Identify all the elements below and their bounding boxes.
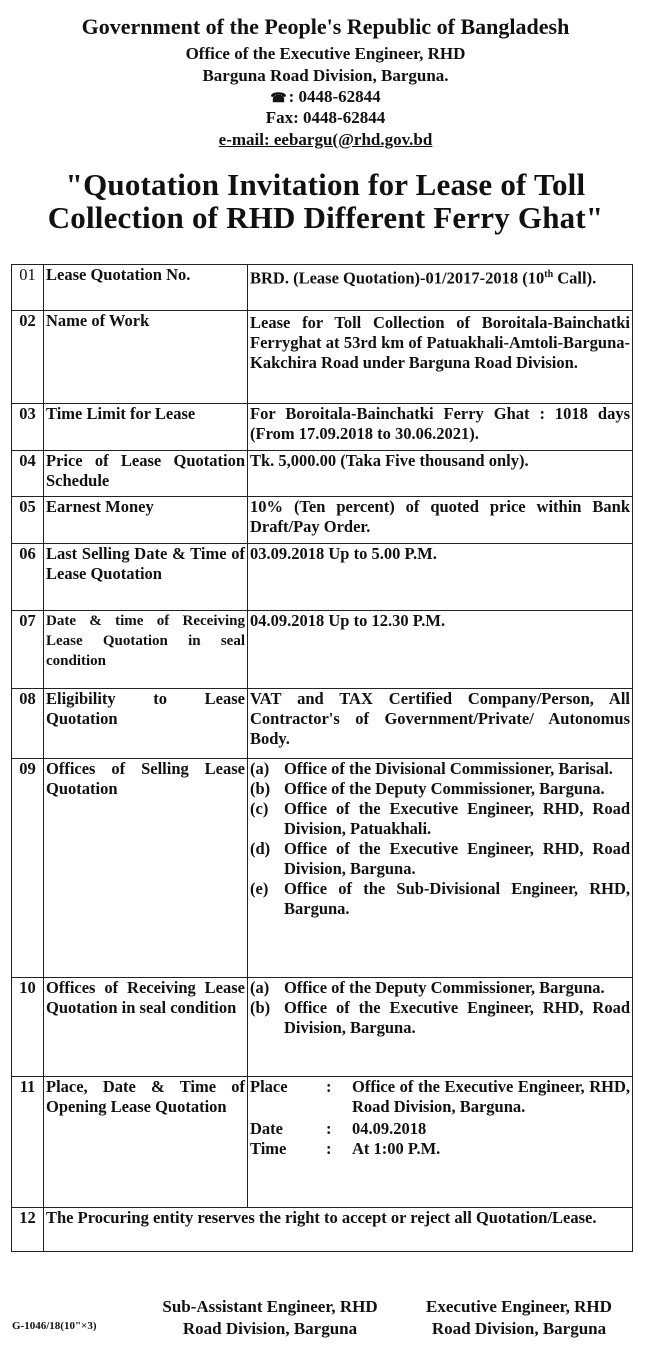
- signature-executive: [400, 1296, 638, 1340]
- time-value: At 1:00 P.M.: [352, 1139, 441, 1158]
- list-item: [250, 759, 630, 779]
- item-text: Office of the Deputy Commissioner, Barguna.: [284, 779, 605, 798]
- email-text: e-mail: eebargu(@rhd.gov.bd: [218, 130, 433, 149]
- row-detail: 10% (Ten percent) of quoted price within Bank Draft/Pay Order.: [248, 497, 633, 544]
- row-detail: The Procuring entity reserves the right to accept or reject all Quotation/Lease.: [44, 1208, 633, 1252]
- row-number: 08: [12, 689, 44, 759]
- row-detail: VAT and TAX Certified Company/Person, All Contractor's of Government/Private/ Autonomus Body.: [248, 689, 633, 759]
- govt-code: G-1046/18(10"×3): [12, 1320, 97, 1332]
- row-field: Last Selling Date & Time of Lease Quotation: [44, 544, 248, 611]
- table-row: [12, 265, 633, 311]
- colon: :: [326, 1139, 332, 1158]
- table-row: [12, 311, 633, 404]
- row-field: Earnest Money: [44, 497, 248, 544]
- row-field: Offices of Receiving Lease Quotation in seal condition: [44, 978, 248, 1077]
- opening-time: [250, 1139, 630, 1159]
- row-number: 03: [12, 404, 44, 451]
- row-number: 05: [12, 497, 44, 544]
- row-field: Time Limit for Lease: [44, 404, 248, 451]
- receiving-offices-list: [250, 978, 630, 1038]
- item-letter: (c): [250, 799, 269, 818]
- time-label: Time: [250, 1139, 287, 1158]
- telephone-icon: ☎: [270, 90, 287, 105]
- phone-number: : 0448-62844: [288, 87, 381, 106]
- list-item: [250, 799, 630, 839]
- selling-offices-list: [250, 759, 630, 919]
- row-field: Price of Lease Quotation Schedule: [44, 451, 248, 497]
- row-number: 10: [12, 978, 44, 1077]
- title-line-2: Collection of RHD Different Ferry Ghat": [47, 200, 604, 235]
- place-value: Office of the Executive Engineer, RHD, Road Division, Barguna.: [352, 1077, 630, 1116]
- lease-no-call: Call).: [553, 268, 597, 288]
- item-letter: (e): [250, 879, 269, 898]
- date-value: 04.09.2018: [352, 1119, 427, 1138]
- office-name: Office of the Executive Engineer, RHD: [185, 44, 466, 63]
- row-number: 04: [12, 451, 44, 497]
- row-detail: [248, 978, 633, 1077]
- item-letter: (a): [250, 759, 270, 778]
- row-detail: [248, 759, 633, 978]
- ordinal-suffix: th: [544, 269, 554, 280]
- item-letter: (b): [250, 779, 271, 798]
- list-item: [250, 978, 630, 998]
- lease-no-text: BRD. (Lease Quotation)-01/2017-2018 (10: [250, 268, 545, 288]
- notice-title: [0, 168, 651, 234]
- item-text: Office of the Executive Engineer, RHD, Road Division, Barguna.: [284, 839, 630, 878]
- signatory-office: Road Division, Barguna: [431, 1319, 607, 1338]
- item-letter: (d): [250, 839, 271, 858]
- item-letter: (b): [250, 998, 271, 1017]
- signature-sub-assistant: [140, 1296, 400, 1340]
- row-detail: 04.09.2018 Up to 12.30 P.M.: [248, 611, 633, 689]
- fax-line: Fax: 0448-62844: [265, 108, 386, 127]
- signatory-title: Executive Engineer, RHD: [426, 1297, 612, 1316]
- table-row: [12, 611, 633, 689]
- row-field: Offices of Selling Lease Quotation: [44, 759, 248, 978]
- row-detail: For Boroitala-Bainchatki Ferry Ghat : 1018 days (From 17.09.2018 to 30.06.2021).: [248, 404, 633, 451]
- list-item: [250, 779, 630, 799]
- colon: :: [326, 1077, 332, 1096]
- division-name: Barguna Road Division, Barguna.: [202, 66, 449, 85]
- row-number: 12: [12, 1208, 44, 1252]
- table-row: [12, 1077, 633, 1208]
- row-number: 07: [12, 611, 44, 689]
- opening-date: [250, 1119, 630, 1139]
- table-row: [12, 544, 633, 611]
- opening-place: [250, 1077, 630, 1117]
- row-number: 01: [12, 265, 44, 311]
- table-row: [12, 978, 633, 1077]
- row-detail: Tk. 5,000.00 (Taka Five thousand only).: [248, 451, 633, 497]
- signatory-office: Road Division, Barguna: [182, 1319, 358, 1338]
- list-item: [250, 998, 630, 1038]
- item-text: Office of the Executive Engineer, RHD, Road Division, Patuakhali.: [284, 799, 630, 838]
- row-number: 09: [12, 759, 44, 978]
- govt-heading: Government of the People's Republic of Bangladesh: [81, 14, 570, 39]
- date-label: Date: [250, 1119, 283, 1138]
- signatory-title: Sub-Assistant Engineer, RHD: [162, 1297, 378, 1316]
- list-item: [250, 839, 630, 879]
- table-row: [12, 759, 633, 978]
- row-detail: [248, 265, 633, 311]
- quotation-table: [11, 264, 633, 1252]
- colon: :: [326, 1119, 332, 1138]
- item-text: Office of the Executive Engineer, RHD, Road Division, Barguna.: [284, 998, 630, 1037]
- row-field: Date & time of Receiving Lease Quotation in seal condition: [44, 611, 248, 689]
- row-field: Place, Date & Time of Opening Lease Quotation: [44, 1077, 248, 1208]
- row-detail: Lease for Toll Collection of Boroitala-Bainchatki Ferryghat at 53rd km of Patuakhali-Amtoli-Barguna-Kakchira Road under Barguna Road Division.: [248, 311, 633, 404]
- table-row: [12, 689, 633, 759]
- row-number: 02: [12, 311, 44, 404]
- item-letter: (a): [250, 978, 270, 997]
- list-item: [250, 879, 630, 919]
- row-field: Lease Quotation No.: [44, 265, 248, 311]
- row-number: 11: [12, 1077, 44, 1208]
- table-row: [12, 451, 633, 497]
- phone-line: [0, 87, 651, 107]
- email-line: [0, 130, 651, 150]
- row-number: 06: [12, 544, 44, 611]
- row-detail: [248, 1077, 633, 1208]
- row-field: Eligibility to Lease Quotation: [44, 689, 248, 759]
- item-text: Office of the Sub-Divisional Engineer, RHD, Barguna.: [284, 879, 630, 918]
- table-row: [12, 497, 633, 544]
- title-line-1: "Quotation Invitation for Lease of Toll: [65, 167, 586, 202]
- table-row: [12, 1208, 633, 1252]
- row-detail: 03.09.2018 Up to 5.00 P.M.: [248, 544, 633, 611]
- row-field: Name of Work: [44, 311, 248, 404]
- item-text: Office of the Divisional Commissioner, Barisal.: [284, 759, 613, 778]
- table-row: [12, 404, 633, 451]
- item-text: Office of the Deputy Commissioner, Barguna.: [284, 978, 605, 997]
- place-label: Place: [250, 1077, 288, 1096]
